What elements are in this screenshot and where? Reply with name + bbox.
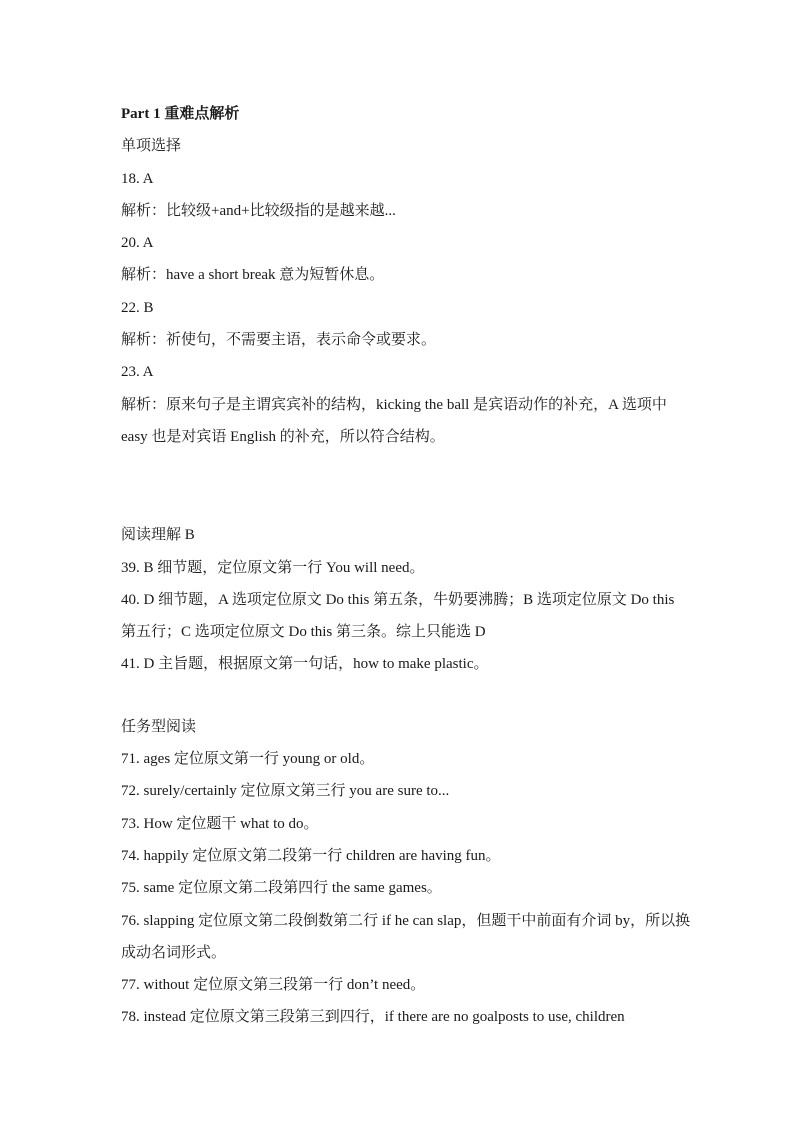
reading-item-41: 41. D 主旨题，根据原文第一句话，how to make plastic。 bbox=[121, 656, 489, 673]
task-item-75: 75. same 定位原文第二段第四行 the same games。 bbox=[121, 880, 442, 897]
task-item-71: 71. ages 定位原文第一行 young or old。 bbox=[121, 751, 375, 768]
answer-20: 20. A bbox=[121, 235, 154, 252]
task-item-73: 73. How 定位题干 what to do。 bbox=[121, 815, 319, 832]
explanation-22: 解析：祈使句，不需要主语，表示命令或要求。 bbox=[121, 332, 437, 349]
explanation-18: 解析：比较级+and+比较级指的是越来越... bbox=[121, 202, 396, 219]
section-spacer bbox=[121, 681, 691, 711]
task-item-77: 77. without 定位原文第三段第一行 don’t need。 bbox=[121, 977, 426, 994]
answer-22: 22. B bbox=[121, 299, 154, 316]
task-item-76: 76. slapping 定位原文第二段倒数第二行 if he can slap，但题干中前面有介词 by，所以换成动名词形式。 bbox=[121, 912, 691, 961]
reading-item-39: 39. B 细节题，定位原文第一行 You will need。 bbox=[121, 559, 425, 576]
task-item-72: 72. surely/certainly 定位原文第三行 you are sure to... bbox=[121, 783, 450, 800]
section-title-single-choice: 单项选择 bbox=[121, 138, 182, 155]
task-item-78: 78. instead 定位原文第三段第三到四行，if there are no goalposts to use, children bbox=[121, 1009, 625, 1026]
explanation-23: 解析：原来句子是主谓宾宾补的结构，kicking the ball 是宾语动作的补充，A 选项中 easy 也是对宾语 English 的补充，所以符合结构。 bbox=[121, 396, 667, 445]
section-title-reading-b: 阅读理解 B bbox=[121, 527, 195, 544]
document-body bbox=[121, 98, 691, 1034]
section-spacer bbox=[121, 453, 691, 519]
explanation-20: 解析：have a short break 意为短暂休息。 bbox=[121, 267, 385, 284]
section-title-task-reading: 任务型阅读 bbox=[121, 718, 197, 735]
task-item-74: 74. happily 定位原文第二段第一行 children are having fun。 bbox=[121, 847, 501, 864]
answer-18: 18. A bbox=[121, 170, 154, 187]
answer-23: 23. A bbox=[121, 364, 154, 381]
part-heading: Part 1 重难点解析 bbox=[121, 106, 240, 122]
reading-item-40: 40. D 细节题，A 选项定位原文 Do this 第五条，牛奶要沸腾；B 选项定位原文 Do this 第五行；C 选项定位原文 Do this 第三条。综上只能选 D bbox=[121, 591, 675, 641]
